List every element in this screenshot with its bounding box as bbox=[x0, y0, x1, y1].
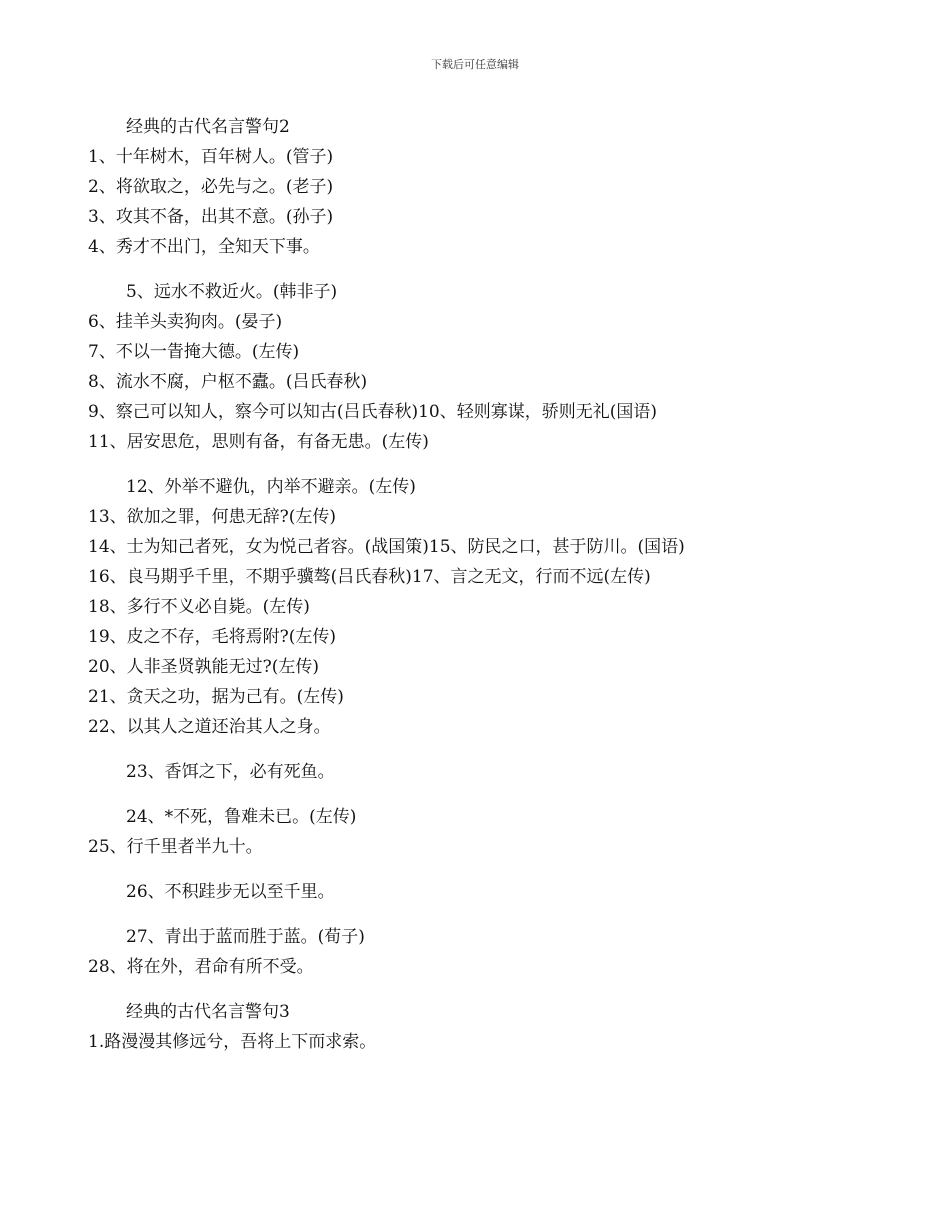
page-header-note: 下载后可任意编辑 bbox=[431, 58, 519, 71]
quote-line: 25、行千里者半九十。 bbox=[88, 837, 263, 857]
quote-line: 6、挂羊头卖狗肉。(晏子) bbox=[88, 312, 283, 332]
quote-line: 28、将在外，君命有所不受。 bbox=[88, 957, 314, 977]
quote-line: 22、以其人之道还治其人之身。 bbox=[88, 717, 331, 737]
quote-line: 4、秀才不出门，全知天下事。 bbox=[88, 237, 320, 257]
quote-line: 24、*不死，鲁难未已。(左传) bbox=[126, 807, 357, 827]
section-heading: 经典的古代名言警句3 bbox=[126, 1002, 290, 1022]
quote-line: 14、士为知己者死，女为悦己者容。(战国策)15、防民之口，甚于防川。(国语) bbox=[88, 537, 685, 557]
quote-line: 26、不积跬步无以至千里。 bbox=[126, 882, 335, 902]
section-heading: 经典的古代名言警句2 bbox=[126, 117, 290, 137]
quote-line: 23、香饵之下，必有死鱼。 bbox=[126, 762, 335, 782]
quote-line: 27、青出于蓝而胜于蓝。(荀子) bbox=[126, 927, 365, 947]
quote-line: 2、将欲取之，必先与之。(老子) bbox=[88, 177, 334, 197]
quote-line: 1.路漫漫其修远兮，吾将上下而求索。 bbox=[88, 1032, 377, 1052]
quote-line: 7、不以一眚掩大德。(左传) bbox=[88, 342, 300, 362]
quote-line: 20、人非圣贤孰能无过?(左传) bbox=[88, 657, 320, 677]
quote-line: 5、远水不救近火。(韩非子) bbox=[126, 282, 338, 302]
document-body bbox=[88, 112, 888, 1057]
quote-line: 19、皮之不存，毛将焉附?(左传) bbox=[88, 627, 337, 647]
quote-line: 9、察己可以知人，察今可以知古(吕氏春秋)10、轻则寡谋，骄则无礼(国语) bbox=[88, 402, 657, 422]
quote-line: 3、攻其不备，出其不意。(孙子) bbox=[88, 207, 334, 227]
quote-line: 1、十年树木，百年树人。(管子) bbox=[88, 147, 334, 167]
quote-line: 16、良马期乎千里，不期乎骥骜(吕氏春秋)17、言之无文，行而不远(左传) bbox=[88, 567, 651, 587]
quote-line: 21、贪天之功，据为己有。(左传) bbox=[88, 687, 344, 707]
quote-line: 12、外举不避仇，内举不避亲。(左传) bbox=[126, 477, 416, 497]
quote-line: 18、多行不义必自毙。(左传) bbox=[88, 597, 310, 617]
quote-line: 11、居安思危，思则有备，有备无患。(左传) bbox=[88, 432, 429, 452]
quote-line: 13、欲加之罪，何患无辞?(左传) bbox=[88, 507, 337, 527]
quote-line: 8、流水不腐，户枢不蠹。(吕氏春秋) bbox=[88, 372, 368, 392]
